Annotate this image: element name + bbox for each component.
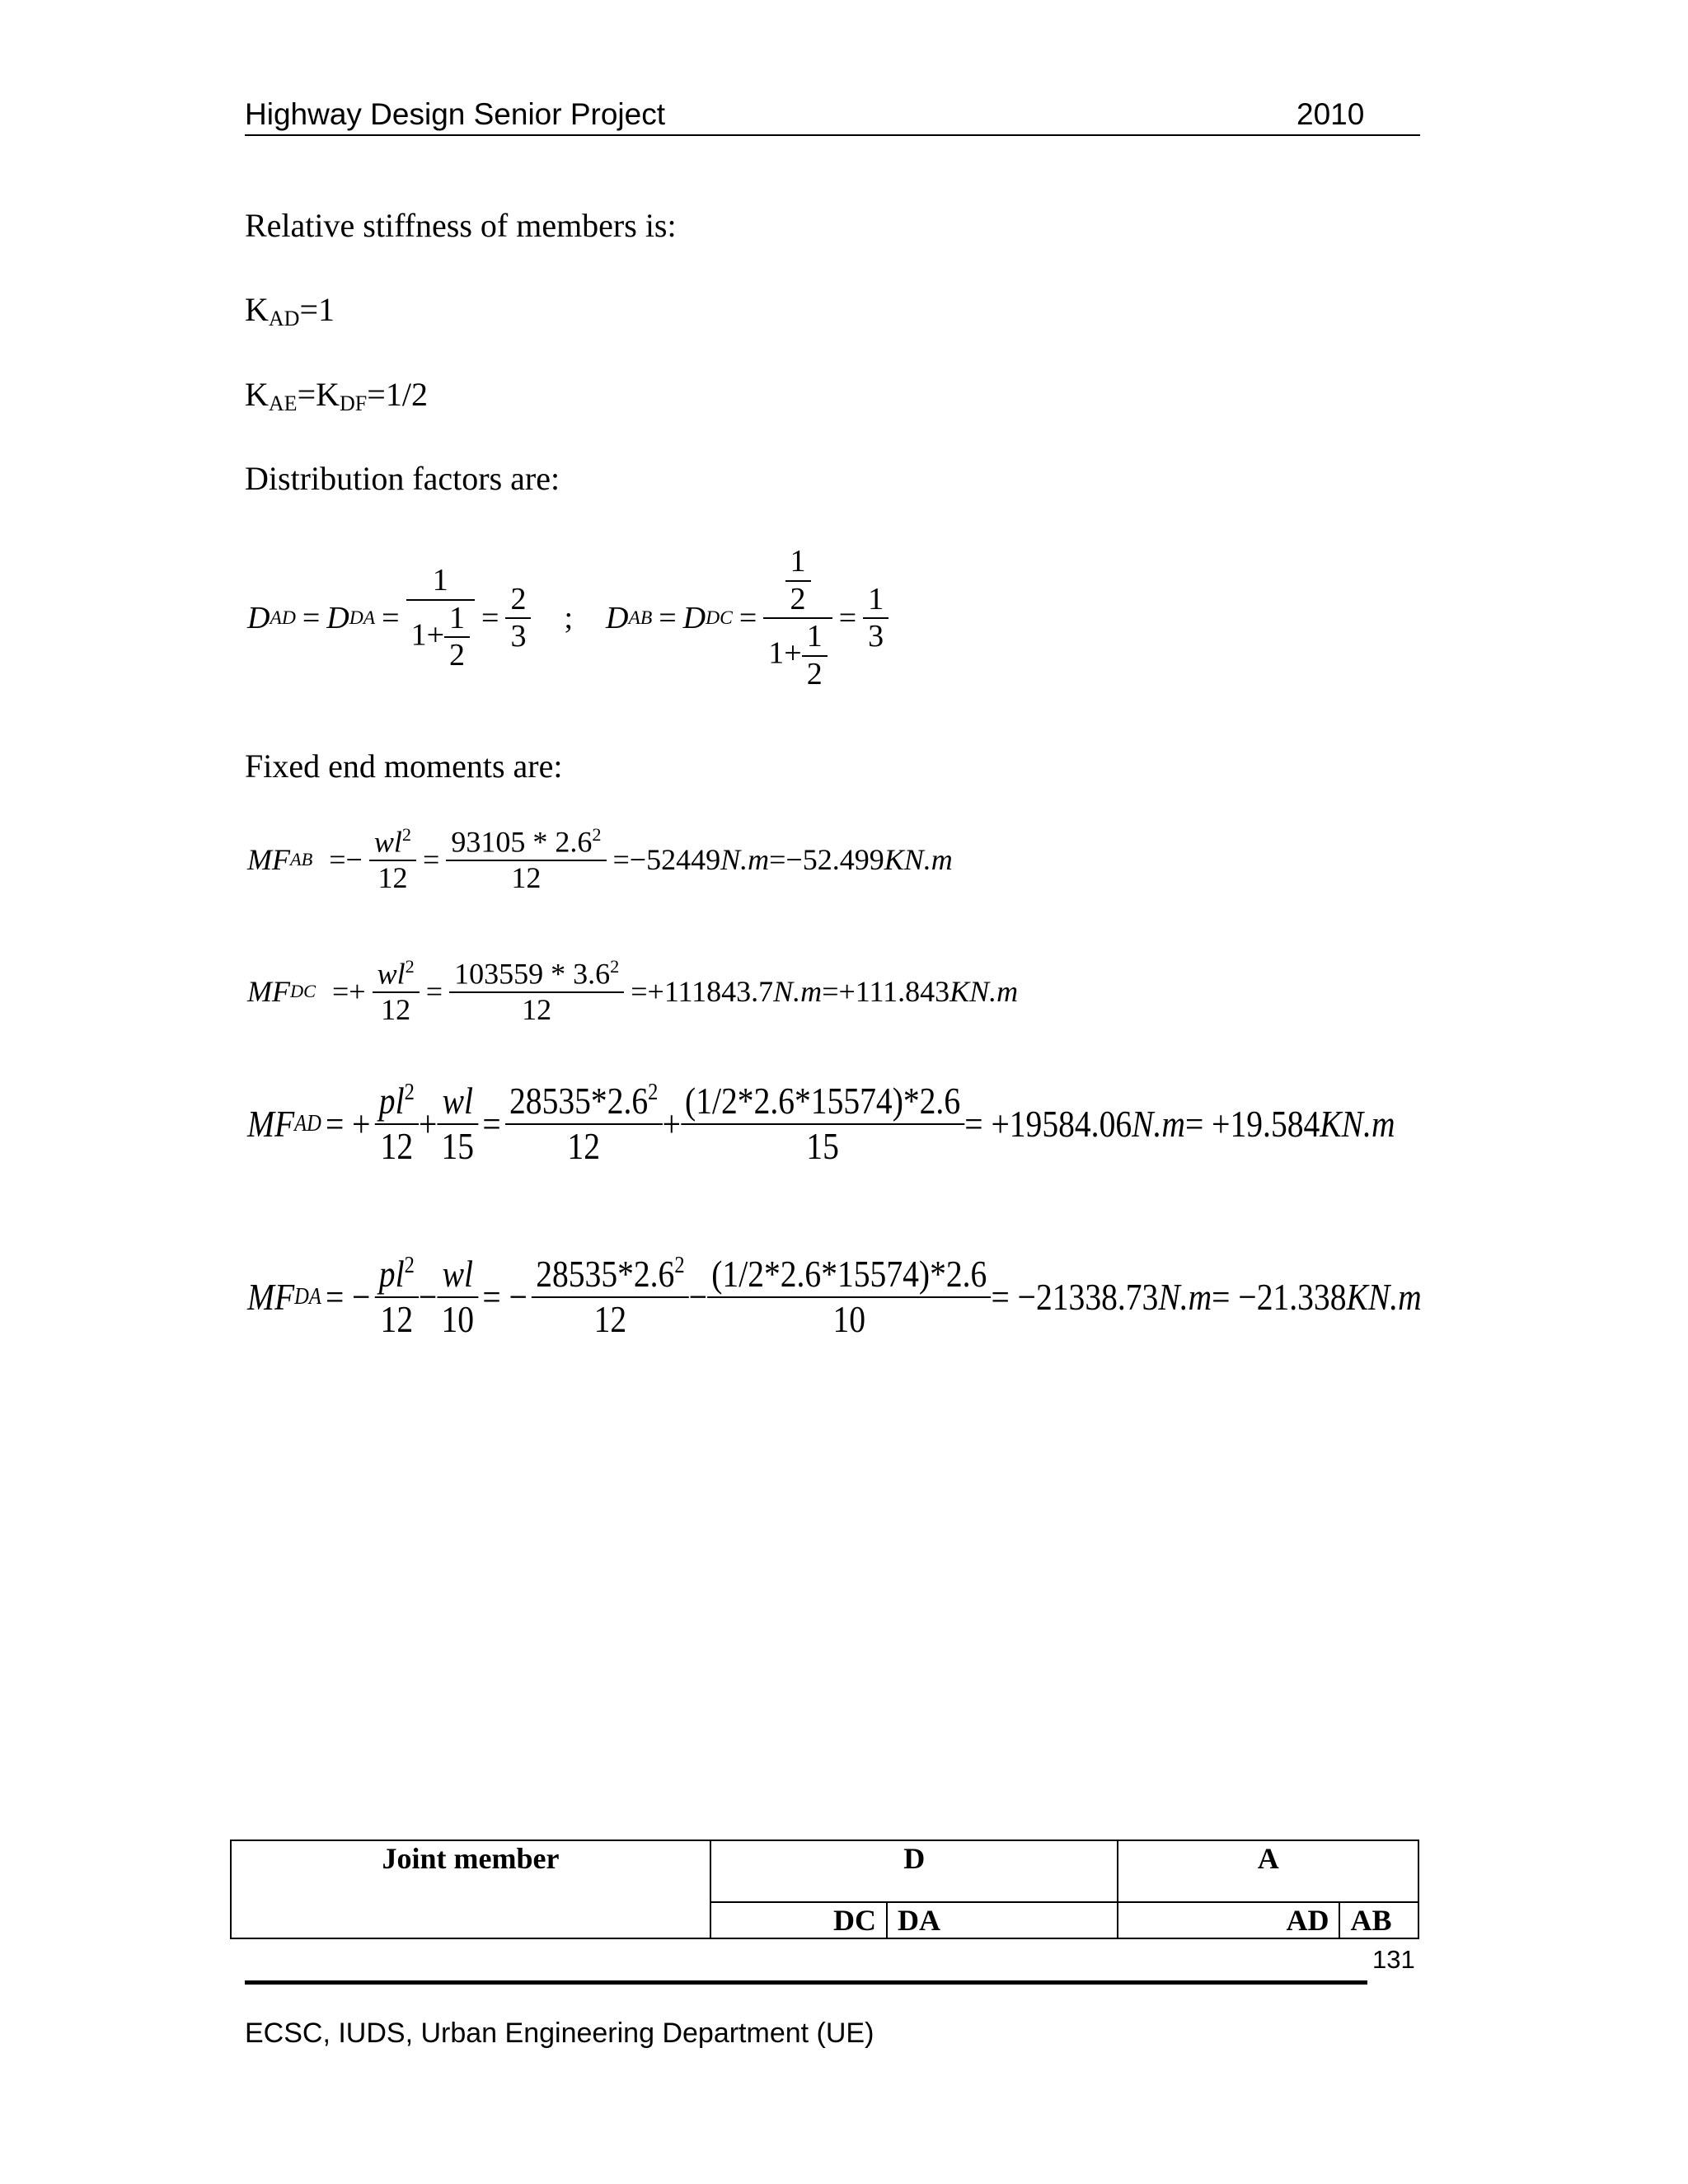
distribution-intro: Distribution factors are: bbox=[245, 460, 560, 497]
fem-ab-equation: MF AB =− $\frac{wl^2}{12}$ = $\frac{93105 * 2.6^2}{12}$ =−52449 N.m =−52.499 KN.m bbox=[247, 824, 953, 894]
fem-da-equation: MF DA = − $\frac{pl^2}{12}$ − $\frac{wl}{10}$ = − $\frac{28535*2.6^2}{12}$ − $\frac{(1/2*2.6*15574)*2.6}{10}$ = −21338.73 N.m = −21.338 KN.m bbox=[247, 1253, 1422, 1340]
dad-fraction: 1 1+ $\frac{1}{2}$ bbox=[406, 563, 475, 674]
footer-rule bbox=[245, 1980, 1367, 1985]
member-ab: AB bbox=[1339, 1902, 1418, 1938]
joint-member-table bbox=[230, 1840, 1419, 1939]
joint-member-header: Joint member bbox=[231, 1840, 710, 1938]
footer-text: ECSC, IUDS, Urban Engineering Department (UE) bbox=[245, 2018, 874, 2049]
member-dc: DC bbox=[710, 1902, 887, 1938]
page-number: 131 bbox=[1372, 1945, 1415, 1974]
distribution-factor-equation: D AD = D DA = 1 1+ $\frac{1}{2}$ = $\frac{2}{3}$ ; D AB = D DC = $\frac{1}{2}$ 1+ $\frac{1}{2}$ = $\frac{1}{3}$ bbox=[247, 544, 889, 693]
kad-line: $K_{AD}=1$ bbox=[245, 291, 335, 330]
fem-dc-equation: MF DC =+ $\frac{wl^2}{12}$ = $\frac{103559 * 3.6^2}{12}$ =+111843.7 N.m =+111.843 KN.m bbox=[247, 956, 1019, 1026]
header-title: Highway Design Senior Project bbox=[245, 97, 666, 131]
dab-fraction: $\frac{1}{2}$ 1+ $\frac{1}{2}$ bbox=[763, 544, 832, 693]
fem-intro: Fixed end moments are: bbox=[245, 748, 563, 785]
joint-d-header: D bbox=[710, 1840, 1118, 1902]
joint-a-header: A bbox=[1118, 1840, 1418, 1902]
header-rule bbox=[245, 134, 1420, 136]
stiffness-intro: Relative stiffness of members is: bbox=[245, 207, 677, 244]
kae-kdf-line: $K_{AE}=K_{DF}=1/2$ bbox=[245, 376, 428, 415]
member-ad: AD bbox=[1118, 1902, 1339, 1938]
header-year: 2010 bbox=[1296, 97, 1365, 131]
member-da: DA bbox=[887, 1902, 1118, 1938]
fem-ad-equation: MF AD = + $\frac{pl^2}{12}$ + $\frac{wl}{15}$ = $\frac{28535*2.6^2}{12}$ + $\frac{(1/2*2.6*15574)*2.6}{15}$ = +19584.06 N.m = +19.584 KN.m bbox=[247, 1080, 1395, 1167]
